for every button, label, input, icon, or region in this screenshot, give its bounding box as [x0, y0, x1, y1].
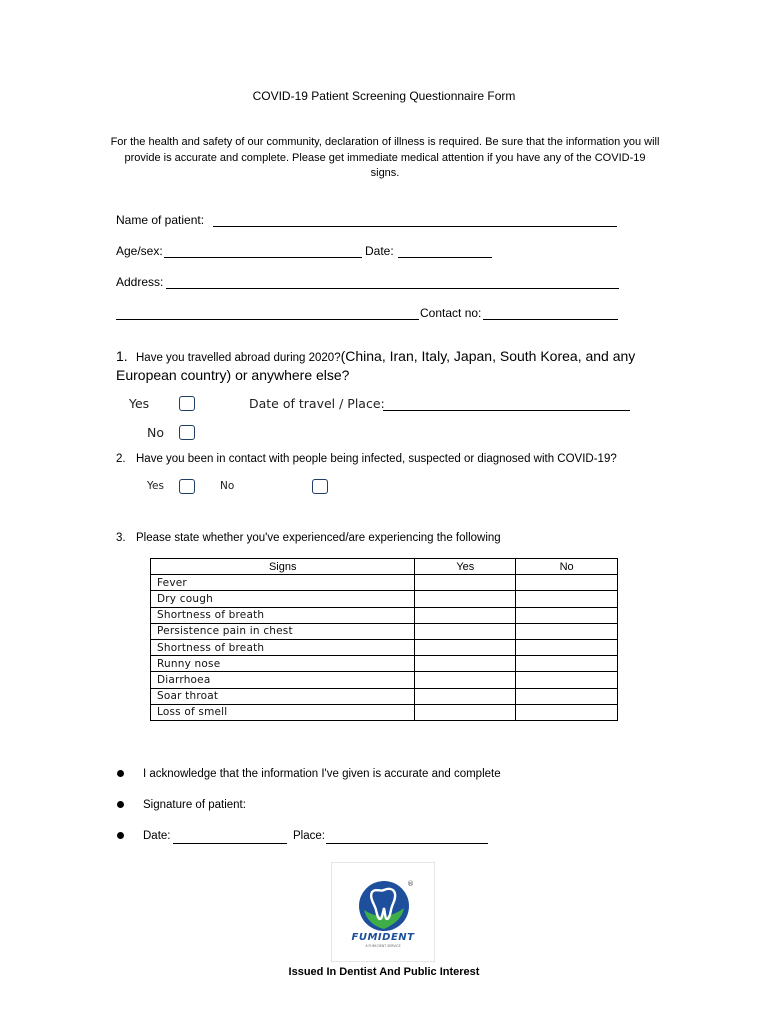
registered-mark: ® — [407, 880, 414, 888]
table-row — [151, 591, 618, 607]
fumident-logo — [331, 862, 435, 962]
no-cell[interactable] — [516, 688, 618, 704]
contact-label: Contact no: — [420, 306, 482, 320]
sign-label: Shortness of breath — [151, 607, 415, 623]
header-yes: Yes — [415, 559, 516, 575]
form-title: COVID-19 Patient Screening Questionnaire Form — [252, 89, 516, 103]
name-label: Name of patient: — [116, 213, 205, 227]
ack-place-label: Place: — [293, 830, 325, 842]
footer-text: Issued In Dentist And Public Interest — [288, 966, 480, 978]
q1-text-part2b: European country) or anywhere else? — [116, 367, 350, 383]
sign-label: Diarrhoea — [151, 672, 415, 688]
q3-number: 3. — [116, 532, 126, 544]
table-row — [151, 688, 618, 704]
age-sex-label: Age/sex: — [116, 244, 163, 258]
logo-brand: FUMIDENT — [351, 932, 415, 943]
yes-cell[interactable] — [415, 704, 516, 720]
bullet-icon — [117, 770, 124, 777]
header-signs: Signs — [151, 559, 415, 575]
q2-yes-label: Yes — [147, 480, 164, 492]
signs-table — [150, 558, 618, 721]
table-row — [151, 623, 618, 639]
address-label: Address: — [116, 275, 164, 289]
form-intro: For the health and safety of our community, declaration of illness is required. Be sure that the information you will provide is accurate and complete. Please get immediate medical attention if you have any of the COVID-19 signs. — [110, 136, 660, 179]
q1-no-label: No — [147, 425, 164, 440]
sign-label: Dry cough — [151, 591, 415, 607]
sign-label: Loss of smell — [151, 704, 415, 720]
ack-date-label: Date: — [143, 830, 171, 842]
q1-text-part1: Have you travelled abroad during 2020? — [136, 352, 341, 364]
yes-cell[interactable] — [415, 639, 516, 655]
no-cell[interactable] — [516, 607, 618, 623]
name-field[interactable] — [213, 226, 617, 227]
q1-no-checkbox[interactable] — [179, 425, 195, 440]
q3-text: Please state whether you've experienced/are experiencing the following — [136, 532, 501, 544]
acknowledge-statement: I acknowledge that the information I've given is accurate and complete — [143, 768, 501, 780]
yes-cell[interactable] — [415, 591, 516, 607]
table-row — [151, 704, 618, 720]
q1-number: 1. — [116, 348, 128, 364]
q2-text: Have you been in contact with people being infected, suspected or diagnosed with COVID-19? — [136, 453, 617, 465]
table-row — [151, 607, 618, 623]
no-cell[interactable] — [516, 591, 618, 607]
q1-question — [136, 348, 635, 366]
no-cell[interactable] — [516, 639, 618, 655]
yes-cell[interactable] — [415, 623, 516, 639]
sign-label: Soar throat — [151, 688, 415, 704]
no-cell[interactable] — [516, 672, 618, 688]
tooth-logo-icon — [332, 863, 434, 961]
no-cell[interactable] — [516, 623, 618, 639]
signature-label: Signature of patient: — [143, 799, 246, 811]
table-row — [151, 639, 618, 655]
bullet-icon — [117, 832, 124, 839]
header-no: No — [516, 559, 618, 575]
address-field-line2[interactable] — [116, 319, 419, 320]
table-row — [151, 575, 618, 591]
table-row — [151, 656, 618, 672]
address-field[interactable] — [166, 288, 619, 289]
table-header-row — [151, 559, 618, 575]
sign-label: Runny nose — [151, 656, 415, 672]
travel-place-field[interactable] — [383, 410, 630, 411]
q2-no-label: No — [220, 480, 235, 492]
q1-yes-checkbox[interactable] — [179, 396, 195, 411]
yes-cell[interactable] — [415, 672, 516, 688]
ack-date-field[interactable] — [173, 843, 287, 844]
bullet-icon — [117, 801, 124, 808]
contact-field[interactable] — [483, 319, 618, 320]
table-row — [151, 672, 618, 688]
no-cell[interactable] — [516, 704, 618, 720]
no-cell[interactable] — [516, 656, 618, 672]
no-cell[interactable] — [516, 575, 618, 591]
q1-travel-label: Date of travel / Place: — [249, 396, 385, 411]
yes-cell[interactable] — [415, 607, 516, 623]
q2-number: 2. — [116, 453, 126, 465]
yes-cell[interactable] — [415, 575, 516, 591]
age-sex-field[interactable] — [164, 257, 362, 258]
q2-yes-checkbox[interactable] — [179, 479, 195, 494]
sign-label: Fever — [151, 575, 415, 591]
yes-cell[interactable] — [415, 688, 516, 704]
q1-text-part2a: (China, Iran, Italy, Japan, South Korea, and any — [340, 348, 636, 364]
q2-no-checkbox[interactable] — [312, 479, 328, 494]
date-label: Date: — [365, 244, 394, 258]
logo-tagline: A FUMI DENT SERVICE — [365, 944, 401, 948]
yes-cell[interactable] — [415, 656, 516, 672]
ack-place-field[interactable] — [326, 843, 488, 844]
sign-label: Shortness of breath — [151, 639, 415, 655]
q1-yes-label: Yes — [129, 396, 150, 411]
date-field[interactable] — [398, 257, 492, 258]
sign-label: Persistence pain in chest — [151, 623, 415, 639]
